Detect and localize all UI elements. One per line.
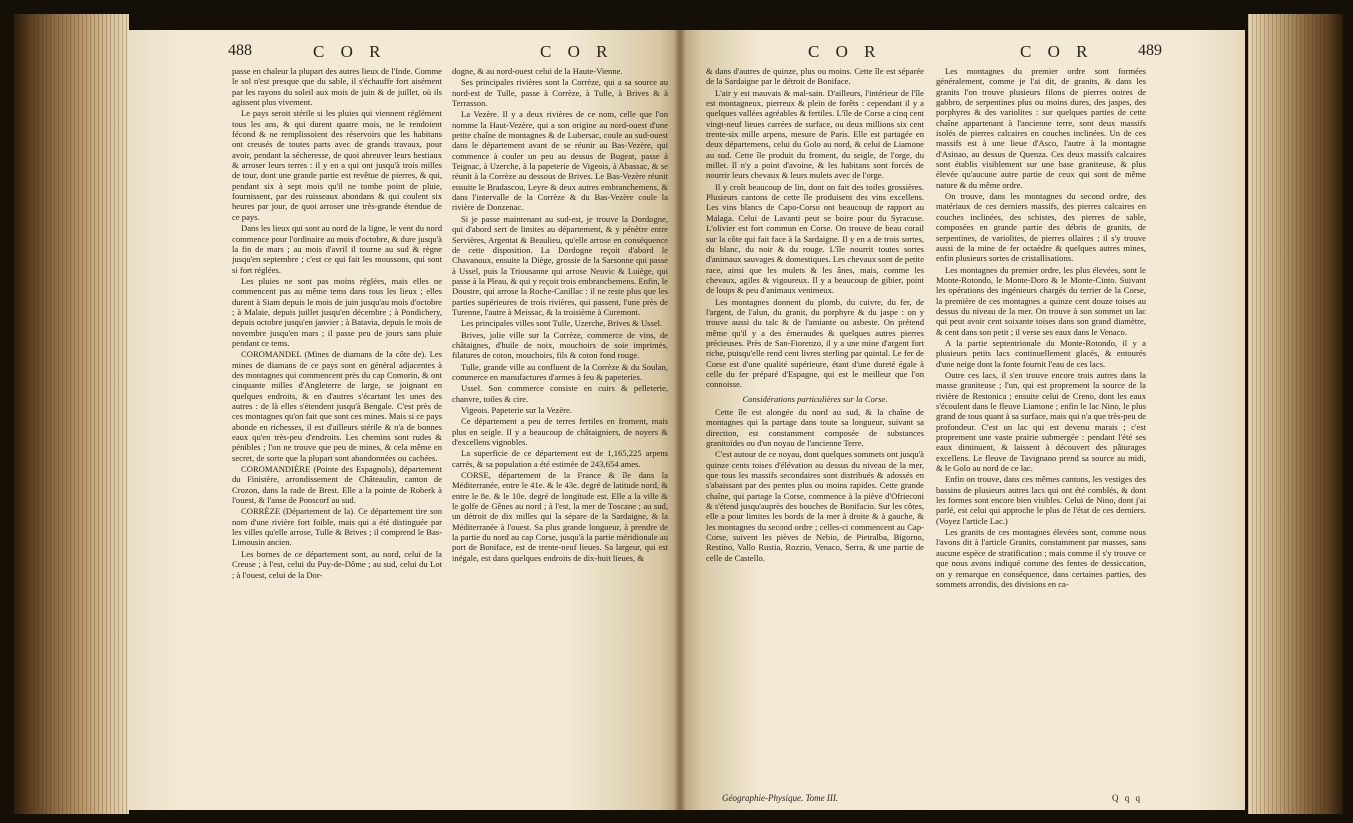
paragraph: dogne, & au nord-ouest celui de la Haute-Vienne. (452, 66, 623, 76)
paragraph: L'air y est mauvais & mal-sain. D'ailleurs, l'intérieur de l'île est montagneux, pierreux & plein de forêts : cependant il y a quelques vallées agréables & fertiles. L'île de Corse a cinq cent vingt-neuf lieues carrées de surface, ou deux millions six cent trente-six mille arpens, mesure de Paris. Elle est partagée en deux départemens, celui du Golo au nord, & celui de Liamone au sud. Cette île produit du froment, du seigle, de l'orge, du millet. Il n'y a point d'avoine, & les habitans sont forcés de nourrir leurs chevaux & leurs mulets avec de l'orge. (706, 87, 924, 181)
left-page-header-left: C O R (313, 42, 387, 61)
paragraph: Cette île est alongée du nord au sud, & la chaîne de montagnes qui la partage dans toute sa longueur, suivant sa direction, est constamment composée de substances granitoïdes ou d'un noyau de l'ancienne Terre. (706, 407, 924, 449)
paragraph: Ussel. Son commerce consiste en cuirs & pelleterie, chanvre, toiles & cire. (452, 383, 668, 404)
paragraph: Brives, jolie ville sur la Corrèze, commerce de vins, de châtaignes, d'huile de noix, mouchoirs de soie imprimés, filatures de coton, mouchoirs, fils & coton fond rouge. (452, 329, 668, 361)
right-page-column-1 (706, 66, 924, 666)
left-book-edge (14, 14, 129, 814)
paragraph: Les granits de ces montagnes élevées sont, comme nous l'avons dit à l'article Granits, constamment par masses, sans aucune espèce de stratification ; mais comme il s'y trouve ce que nous avons indiqué comme des fentes de dessiccation, on y remarque en conséquence, dans certaines parties, des sommets arrondis, des divisions en ca- (936, 527, 1146, 589)
paragraph: CORRÈZE (Département de la). Ce département tire son nom d'une rivière fort foible, mais qui a été distinguée par les villes qu'elle arrose, Tulle & Brives ; il comprend le Bas-Limousin ancien. (232, 506, 442, 548)
paragraph: Les montagnes du premier ordre, les plus élevées, sont le Monte-Rotondo, le Monte-Doro & le Monte-Cinto. Suivant les opérations des ingénieurs chargés du terrier de la Corse, la première de ces montagnes a quinze cent douze toises au dessus du niveau de la mer. On trouve à son sommet un lac qui peut avoir cent soixante toises dans son grand diamètre, & cent dans son petit ; il verse ses eaux dans le Venaco. (936, 264, 1146, 337)
paragraph: Considérations particulières sur la Corse. (742, 393, 888, 404)
paragraph: Les montagnes donnent du plomb, du cuivre, du fer, de l'argent, de l'alun, du granit, du porphyre & du jaspe : on y trouve aussi du talc & de l'amiante ou asbeste. On prétend même qu'il y a des émeraudes & quelques autres pierres précieuses. Près de San-Fiorenzo, il y a une mine d'argent fort riche, puisqu'elle rend cent livres sterling par quintal. Le fer de Corse est d'une qualité supérieure, étant d'une dureté égale à celle du fer préparé d'Espagne, qui est le meilleur que l'on connoisse. (706, 296, 924, 390)
paragraph: passe en chaleur la plupart des autres lieux de l'Inde. Comme le sol n'est presque que du sable, il s'échauffe fort aisément par les rayons du soleil aux mois de juin & de juillet, où ils agissent plus vivement. (232, 66, 442, 108)
paragraph: Ses principales rivières sont la Corrèze, qui a sa source au nord-est de Tulle, passe à Corrèze, à Tulle, à Brives & à Terrasson. (452, 77, 668, 109)
paragraph: On trouve, dans les montagnes du second ordre, des matériaux de ces derniers massifs, des pierres calcaires en couches inclinées, des schistes, des pierres de sable, composées en grande partie des débris de granits, de serpentines, de variolites, de pierres ollaires ; il s'y trouve aussi de la mine de fer octaèdre & quelques autres mines, enfin plusieurs sortes de cristallisations. (936, 191, 1146, 264)
paragraph: CORSE, département de la France & île dans la Méditerranée, entre le 41e. & le 43e. degré de latitude nord, & entre le 8e. & le 10e. degré de longitude est. Elle a la ville & le golfe de Gênes au nord ; à l'est, la mer de Toscane ; au sud, un détroit de dix milles qui la sépare de la Sardaigne, & la Méditerranée à l'ouest. Sa plus grande longueur, à prendre de la partie du nord au cap Corse, jusqu'à la partie méridionale au port de Boniface, est de trente-neuf lieues. Sa largeur, qui est inégale, est dans quelques endroits de dix-huit lieues, & (452, 470, 668, 563)
paragraph: Outre ces lacs, il s'en trouve encore trois autres dans la masse graniteuse ; l'un, qui est proprement la source de la rivière de Restonica ; ensuite celui de Creno, dont les eaux s'écoulent dans le fleuve Liamone ; enfin le lac Nino, le plus grand de tous quant à sa surface, mais qui n'a que très-peu de profondeur. C'est un lac qui est devenu marais ; c'est proprement une vaste prairie submergée : pendant l'été ses eaux diminuent, & laissent à découvert des pâturages excellens. Le fleuve de Tavignano prend sa source au midi, & le Golo au nord de ce lac. (936, 369, 1146, 474)
left-page-header-right: C O R (540, 42, 614, 61)
paragraph: Tulle, grande ville au confluent de la Corrèze & du Soulan, commerce en manufactures d'armes à feu & papeteries. (452, 361, 668, 382)
paragraph: Il y croît beaucoup de lin, dont on fait des toiles grossières. Plusieurs cantons de cette île produisent des vins excellens. Les vins blancs de Capo-Corso ont beaucoup de rapport au Malaga. Celui de Lavanti peut se boire pour du Syracuse. L'olivier est fort commun en Corse. On trouve de beau corail sur la côte qui fait face à la Sardaigne. Il y en a de trois sortes, du blanc, du noir & du rouge. L'île nourrit toutes sortes d'animaux sauvages & domestiques. Les chevaux sont de petite race, ainsi que les mulets & les ânes, mais, comme les chevaux, agiles & vigoureux. Il y a beaucoup de gibier, point de loups & peu d'animaux venimeux. (706, 181, 924, 296)
paragraph: Les principales villes sont Tulle, Uzerche, Brives & Ussel. (461, 318, 663, 329)
paragraph: Vigeois. Papeterie sur la Vezère. (461, 405, 573, 415)
footer-running-title: Géographie-Physique. Tome III. (722, 793, 839, 803)
paragraph: COROMANDIÈRE (Pointe des Espagnols), département du Finistère, arrondissement de Châteaulin, canton de Crozon, dans la rade de Brest. Elle a la pointe de Roberk à l'ouest, & l'anse de Ponscorf au sud. (232, 464, 442, 506)
paragraph: Les pluies ne sont pas moins réglées, mais elles ne commencent pas au même tems dans tous les lieux ; elles durent à Siam depuis le mois de juin jusqu'au mois d'octobre ; à Malaie, depuis juillet jusqu'en décembre ; à Pondichery, depuis octobre jusqu'en janvier ; à Batavia, depuis le mois de novembre jusqu'en mars ; il passe peu de jours sans pluie pendant ce tems. (232, 275, 442, 348)
book-gutter (674, 30, 686, 810)
paragraph: Si je passe maintenant au sud-est, je trouve la Dordogne, qui d'abord sert de limites au département, & y pénètre entre Servières, Argentat & Beaulieu, qu'elle arrose en conséquence de cette disposition. La Dordogne reçoit d'abord le Chavanoux, ensuite la Diège, grossie de la Sarsonne qui passe à Ussel, puis la Triousanne qui arrose Neuvic & Luiège, qui passe à la Pleau, & qui y reçoit trois embranchemens. Enfin, le Doustre, qui arrose la Roche-Canillac : il ne reste plus que les parties supérieures de trois rivières, qui passent, l'une près de Turenne, l'autre à Meissac, & la troisième à Curemont. (452, 213, 668, 317)
paragraph: C'est autour de ce noyau, dont quelques sommets ont jusqu'à quinze cents toises d'élévation au dessus du niveau de la mer, que tous les massifs secondaires sont distribués & adossés en s'abaissant par des pentes plus ou moins rapides. Cette grande chaîne, qui partage la Corse, commence à la piève d'Ofrieconi & s'étend jusqu'auprès des bouches de Bonifacio. Sur les côtes, elle a pour limites les bords de la mer à droite & à gauche, & les montagnes du second ordre ; celles-ci commencent au Cap-Corse, suivent les pièves de Nebio, de Pietralba, Bigorno, Restino, Vallo Rustia, Rozzio, Venaco, Serra, & une partie de celle de Castello. (706, 449, 924, 563)
paragraph: Les montagnes du premier ordre sont formées généralement, comme je l'ai dit, de granits, & dans les granits l'on trouve plusieurs filons de pierres noires de gabbro, de serpentines plus ou moins dures, des jaspes, des porphyres & des variolites : sur quelques parties de cette chaîne appartenant à l'ancienne terre, sont deux massifs isolés de pierres calcaires en couches inclinées. Un de ces massifs est à une lieue d'Asco, l'autre à la montagne d'Asinao, au dessus de Quenza. Ces deux massifs calcaires sont établis visiblement sur une base graniteuse, & plus élevée qu'aucune autre partie de ceux qui sont de même nature & du même ordre. (936, 66, 1146, 190)
paragraph: Dans les lieux qui sont au nord de la ligne, le vent du nord commence pour l'ordinaire au mois d'octobre, & dure jusqu'à la fin de mars ; au mois d'avril il tourne au sud & règne jusqu'en septembre ; c'est ce qui fait les moussons, qui sont si fort réglées. (232, 223, 442, 275)
right-page-number: 489 (1138, 42, 1162, 59)
paragraph: A la partie septentrionale du Monte-Rotondo, il y a plusieurs petits lacs continuellement glacés, & entourés d'une neige dont la fonte fournit l'eau de ces lacs. (936, 337, 1146, 369)
left-page-number: 488 (228, 42, 252, 59)
paragraph: Les bornes de ce département sont, au nord, celui de la Creuse ; à l'est, celui du Puy-de-Dôme ; au sud, celui du Lot ; à l'ouest, celui de la Dor- (232, 548, 442, 580)
right-page-header-right: C O R (1020, 42, 1094, 61)
right-page-column-2 (936, 66, 1146, 726)
left-page-column-2 (452, 66, 668, 706)
left-page-column-1 (232, 66, 442, 670)
paragraph: Le pays seroit stérile si les pluies qui viennent réglément tous les ans, & qui durent quatre mois, ne le rendoient fécond & ne remplissoient des réservoirs que les habitans ont creusés de toutes parts avec de grands travaux, pour avoir, pendant la sécheresse, de quoi abreuver leurs bestiaux & arroser leurs terres : il y en a qui ont jusqu'à trois milles de tour, dont une grande partie est revêtue de pierres, & qui, pendant six à sept mois qu'il ne tombe point de pluie, fournissent, par des ruisseaux abondans & qui coulent six heures par jour, de quoi arroser une très-grande étendue de ce pays. (232, 108, 442, 222)
paragraph: & dans d'autres de quinze, plus ou moins. Cette île est séparée de la Sardaigne par le détroit de Boniface. (706, 66, 924, 87)
paragraph: Ce département a peu de terres fertiles en froment, mais plus en seigle. Il y a beaucoup de châtaigniers, de noyers & d'excellens vignobles. (452, 416, 668, 448)
paragraph: La superficie de ce département est de 1,165,225 arpens carrés, & sa population a été estimée de 243,654 ames. (452, 448, 668, 469)
paragraph: Enfin on trouve, dans ces mêmes cantons, les vestiges des bassins de plusieurs autres lacs qui ont été comblés, & dont les formes sont encore bien visibles. Celui de Nino, dont j'ai parlé, est celui qui approche le plus de l'état de ces derniers. (Voyez l'article Lac.) (936, 474, 1146, 526)
signature-mark: Q q q (1112, 793, 1142, 803)
right-page-header-left: C O R (808, 42, 882, 61)
paragraph: La Vezère. Il y a deux rivières de ce nom, celle que l'on nomme la Haut-Vezère, qui a son origine au nord-ouest d'une petite chaîne de montagnes & de Lubersac, coule au sud-ouest dans le département avant de se réunir au Bas-Vezère, qui commence à couler un peu au dessus de Bugeat, passe à Teignac, à Uzerche, à la papeterie de Vigeois, à Abassac, & se réunit à la Corrèze au dessous de Brives. Le Bas-Vezère réunit ensuite le Bradascou, Leyre & deux autres embranchemens, & dans l'intervalle de la Corrèze & du Bas-Vezère coule la rivière de Donzenac. (452, 109, 668, 213)
right-book-edge (1248, 14, 1343, 814)
paragraph: COROMANDEL (Mines de diamans de la côte de). Les mines de diamans de ce pays sont en général adjacentes à des montagnes qui commencent près du cap Comorin, & ont cinquante milles d'Angleterre de large, se joignant en quelques endroits, & en d'autres s'écartant les unes des autres : de là elles s'étendent jusqu'à Bengale. C'est près de ces montagnes qu'on fait que sont ces mines. Mais si ce pays abonde en richesses, il est d'ailleurs stérile & n'a de bonnes eaux qu'en très-peu d'endroits. Les chemins sont rudes & pénibles ; l'on ne trouve que peu de mines, & cela même en secret, de sorte que la plupart sont abandonnées ou cachées. (232, 349, 442, 463)
